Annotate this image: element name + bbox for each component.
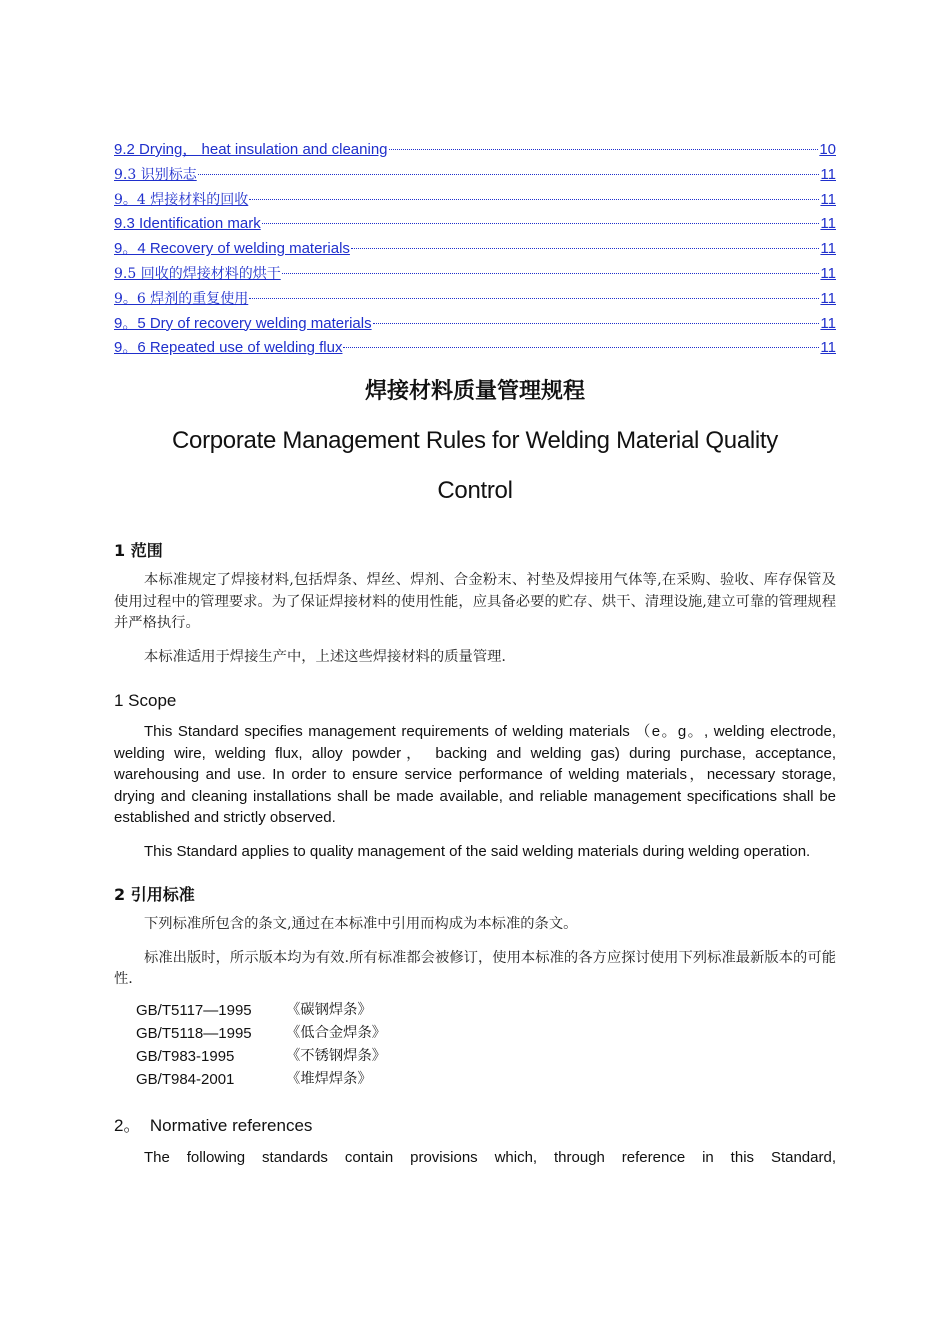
document-title-cn: 焊接材料质量管理规程	[364, 379, 585, 405]
reference-item	[136, 1068, 836, 1091]
references-cn-paragraph-2: 标准出版时，所示版本均为有效.所有标准都会被修订，使用本标准的各方应探讨使用下列标准最新版本的可能性.	[114, 949, 836, 988]
toc-leader	[249, 298, 819, 299]
toc-entry-page: 11	[820, 240, 836, 258]
scope-cn-paragraph-1: 本标准规定了焊接材料,包括焊条、焊丝、焊剂、合金粉末、衬垫及焊接用气体等,在采购、验收、库存保管及使用过程中的管理要求。为了保证焊接材料的使用性能，应具备必要的贮存、烘干、清理设施,建立可靠的管理规程并严格执行。	[114, 572, 836, 632]
reference-name: 《低合金焊条》	[286, 1024, 387, 1041]
scope-en-paragraph-1: This Standard specifies management requirements of welding materials （e。g。, welding electrode, welding wire, welding flux, alloy powder， backing and welding gas) during purchase, acceptance, warehousing and use. In order to ensure service performance of welding materials，necessary storage, drying and cleaning installations shall be made available, and reliable management specifications shall be established and strictly observed.	[114, 723, 836, 827]
section-heading-references-cn: 2 引用标准	[114, 885, 195, 905]
toc-entry-text: 9.5 回收的焊接材料的烘干	[114, 265, 281, 282]
toc-entry[interactable]	[114, 262, 836, 287]
references-cn-paragraph-1: 下列标准所包含的条文,通过在本标准中引用而构成为本标准的条文。	[144, 916, 578, 933]
toc-entry[interactable]	[114, 138, 836, 163]
toc-leader	[198, 174, 820, 175]
reference-code: GB/T984-2001	[136, 1070, 235, 1088]
toc-entry-text: 9.3 Identification mark	[114, 215, 261, 233]
toc-entry-page: 11	[820, 190, 836, 208]
toc-entry-text: 9。6 Repeated use of welding flux	[114, 339, 343, 357]
toc-entry[interactable]	[114, 163, 836, 188]
toc-entry-page: 11	[820, 314, 836, 332]
reference-name: 《堆焊焊条》	[286, 1070, 372, 1087]
reference-name: 《不锈钢焊条》	[286, 1047, 387, 1064]
document-title-en	[114, 416, 836, 516]
document-title-en-line1: Corporate Management Rules for Welding Material Quality	[171, 427, 778, 455]
reference-name: 《碳钢焊条》	[286, 1001, 372, 1018]
reference-item	[136, 999, 836, 1022]
toc-leader	[373, 323, 820, 324]
scope-cn-paragraph-2: 本标准适用于焊接生产中，上述这些焊接材料的质量管理.	[144, 648, 506, 665]
section-heading-scope-en: 1 Scope	[114, 691, 177, 711]
toc-leader	[343, 347, 819, 348]
toc-entry-text: 9。6 焊剂的重复使用	[114, 290, 249, 307]
toc-entry-text: 9。5 Dry of recovery welding materials	[114, 314, 372, 332]
toc-entry[interactable]	[114, 287, 836, 312]
reference-item	[136, 1022, 836, 1045]
reference-code: GB/T983-1995	[136, 1047, 235, 1065]
toc-leader	[351, 248, 819, 249]
reference-code: GB/T5117—1995	[136, 1001, 252, 1019]
toc-entry[interactable]	[114, 237, 836, 262]
toc-entry-page: 11	[820, 264, 836, 282]
toc-entry[interactable]	[114, 188, 836, 213]
toc-leader	[389, 149, 819, 150]
toc-leader	[262, 223, 820, 224]
reference-list	[136, 999, 836, 1091]
toc-entry-page: 11	[820, 165, 836, 183]
toc-entry-text: 9。4 焊接材料的回收	[114, 191, 249, 208]
toc-entry-page: 11	[820, 339, 836, 357]
toc-entry[interactable]	[114, 336, 836, 361]
toc-entry-page: 11	[820, 289, 836, 307]
toc-entry-text: 9。4 Recovery of welding materials	[114, 240, 350, 258]
section-heading-scope-cn: 1 范围	[114, 541, 163, 561]
toc-entry-text: 9.3 识别标志	[114, 166, 197, 183]
document-page	[114, 138, 836, 1168]
toc-entry-text: 9.2 Drying， heat insulation and cleaning	[114, 141, 388, 158]
reference-item	[136, 1045, 836, 1068]
toc-entry-page: 11	[820, 215, 836, 233]
toc-leader	[282, 273, 820, 274]
toc-entry-page: 10	[819, 141, 836, 158]
toc-entry[interactable]	[114, 212, 836, 237]
references-en-paragraph-1: The following standards contain provisions which, through reference in this Standard,	[144, 1148, 836, 1166]
document-title-en-line2: Control	[437, 477, 513, 505]
scope-en-paragraph-2: This Standard applies to quality management of the said welding materials during welding operation.	[144, 842, 811, 860]
toc-entry[interactable]	[114, 312, 836, 337]
toc-leader	[249, 199, 819, 200]
table-of-contents	[114, 138, 836, 361]
reference-code: GB/T5118—1995	[136, 1024, 252, 1042]
section-heading-references-en: 2。 Normative references	[114, 1115, 313, 1135]
